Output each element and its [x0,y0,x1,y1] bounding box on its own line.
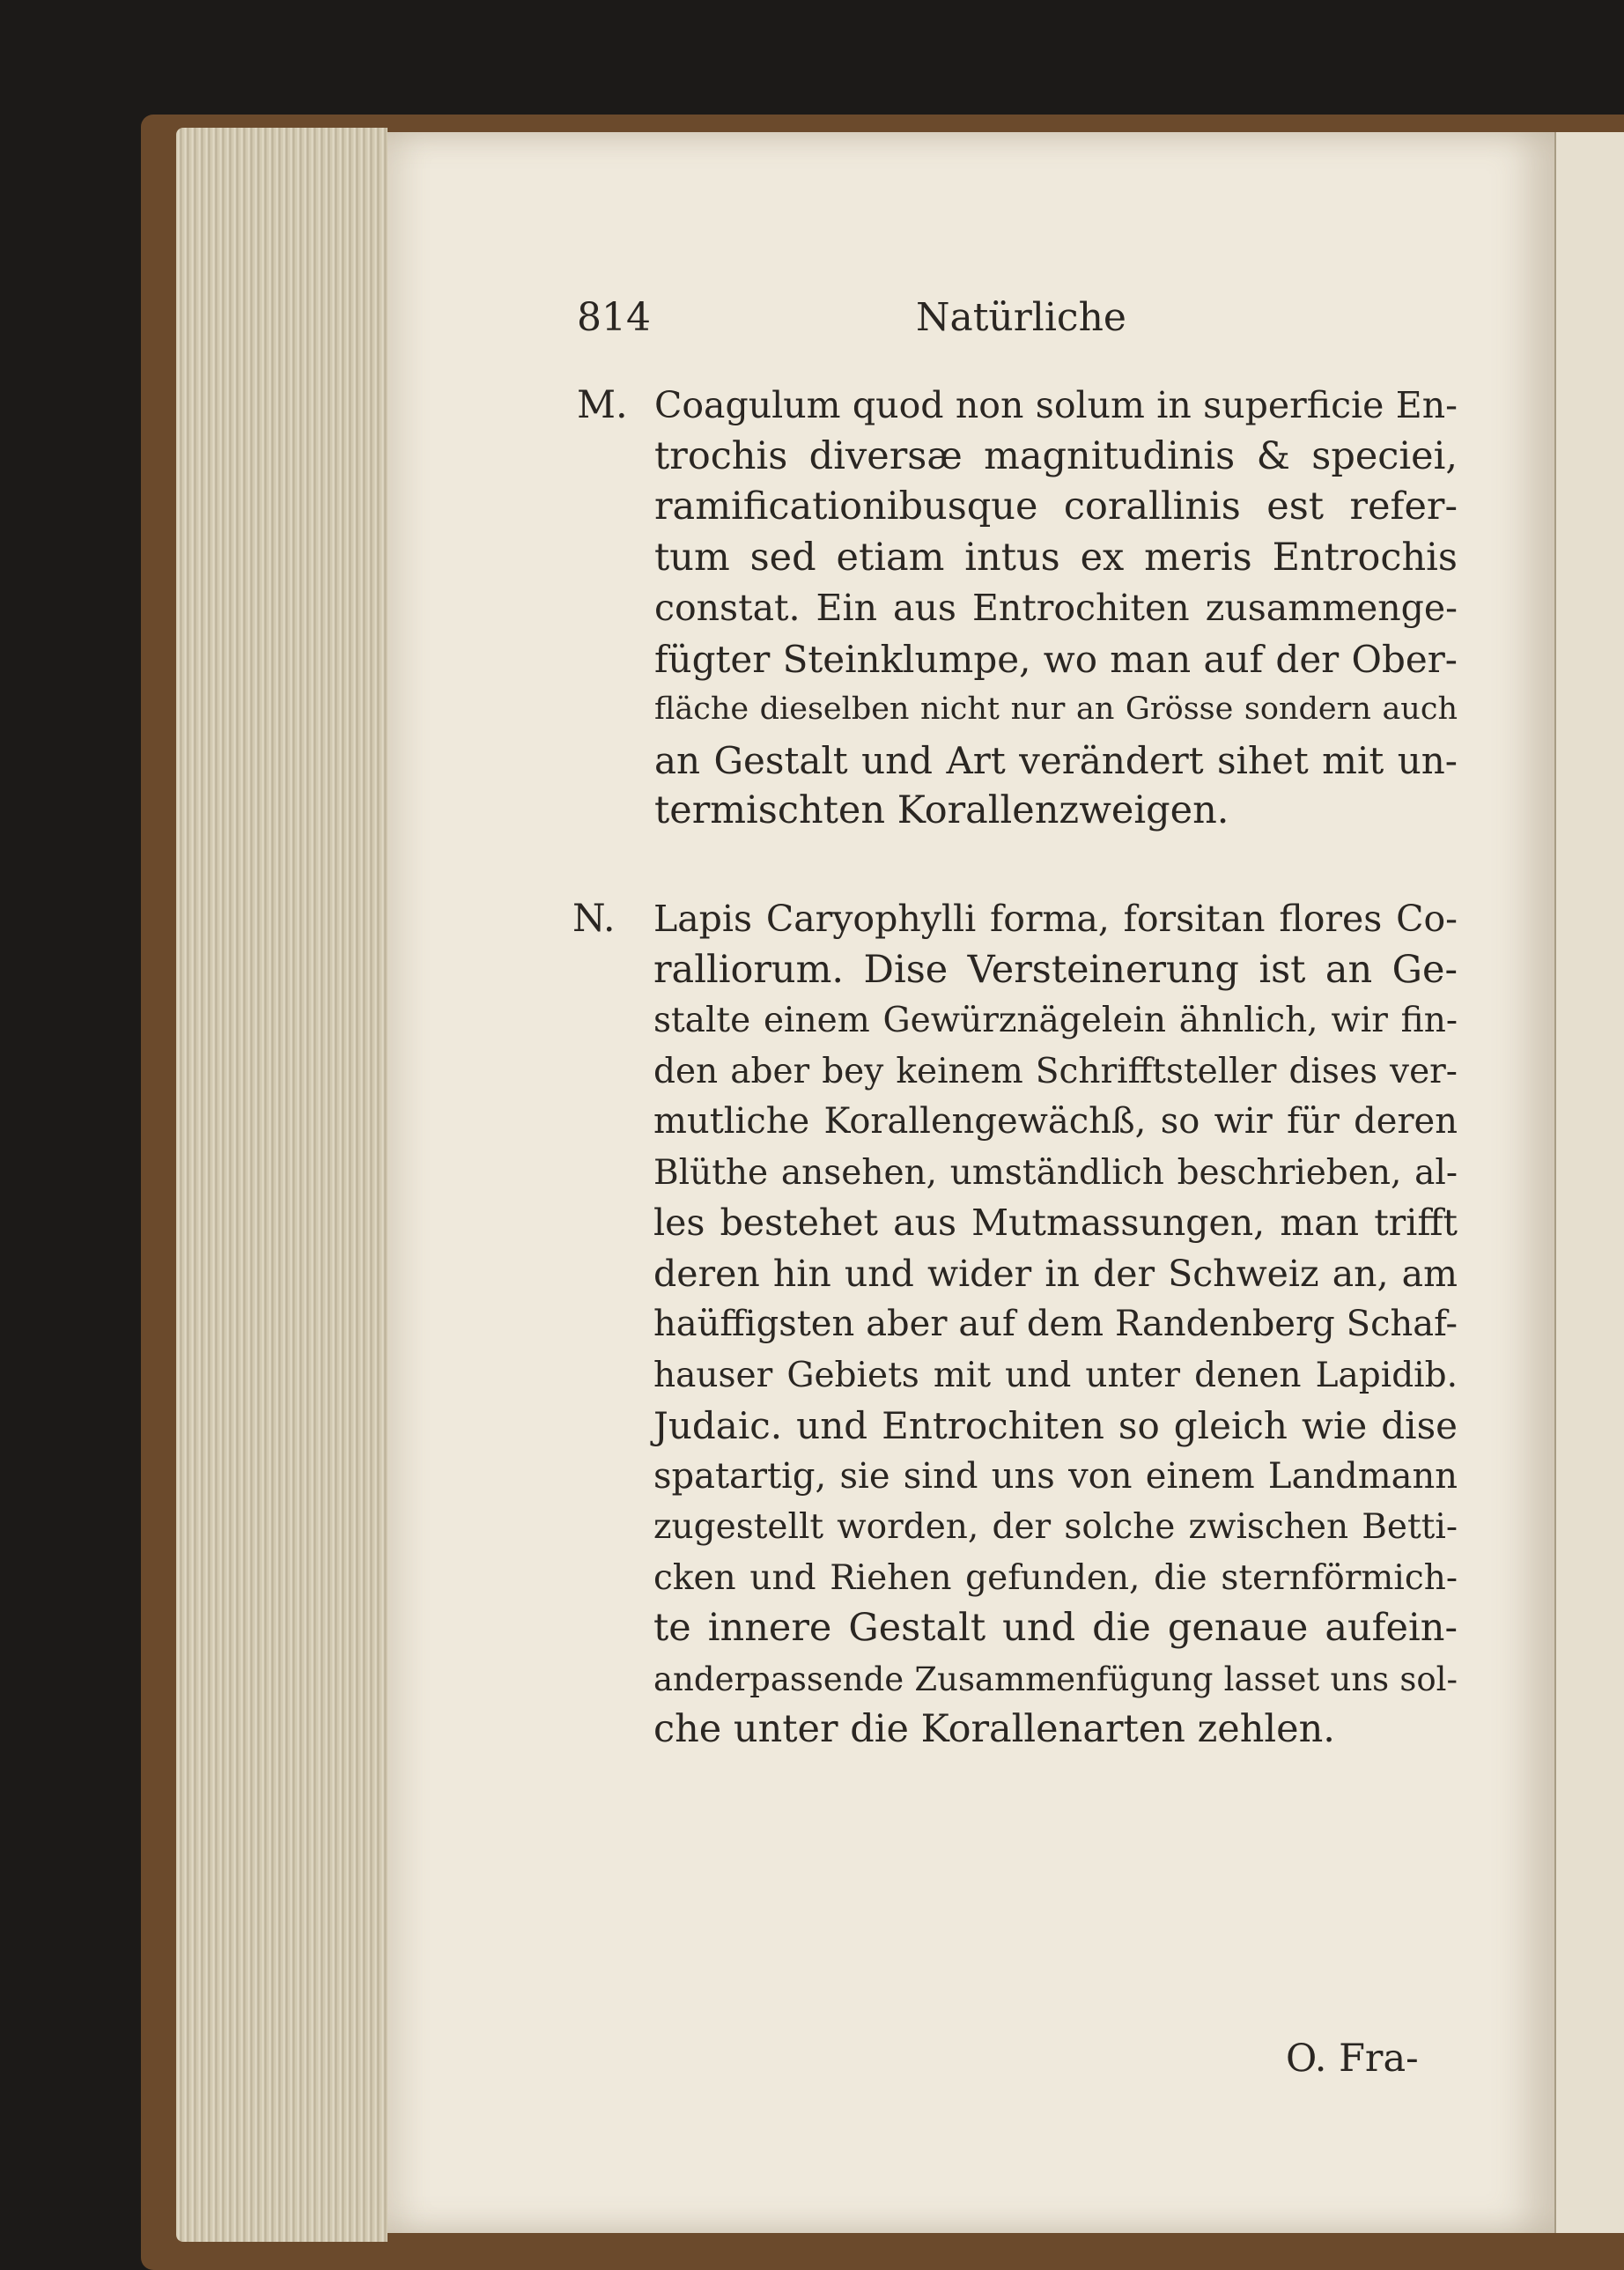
entry-text [654,381,1458,837]
entry-letter: M. [577,383,628,427]
text-line: hauser Gebiets mit und unter denen Lapidib. [653,1355,1458,1395]
page-header [577,295,1126,357]
text-line: te innere Gestalt und die genaue aufein- [653,1606,1458,1650]
text-line: mutliche Korallengewächß, so wir für deren [653,1101,1458,1142]
page-edges [176,128,388,2242]
text-line: fügter Steinklumpe, wo man auf der Ober- [654,637,1458,681]
running-title: Natürliche [916,295,1126,340]
text-line: Blüthe ansehen, umständlich beschrieben, al- [653,1152,1458,1193]
text-line: stalte einem Gewürznägelein ähnlich, wir fin- [653,1001,1458,1040]
text-line: Coagulum quod non solum in superficie En- [654,384,1458,426]
entry-m [577,381,1458,837]
text-line: Judaic. und Entrochiten so gleich wie dise [653,1404,1458,1447]
text-line: ralliorum. Dise Versteinerung ist an Ge- [653,947,1458,992]
entry-text [653,894,1458,1756]
text-line: tum sed etiam intus ex meris Entrochis [654,535,1458,580]
text-line: ramificationibusque corallinis est refer- [654,484,1458,529]
text-line: anderpassende Zusammenfügung lasset uns sol- [653,1660,1458,1698]
entry-letter: N. [572,897,616,941]
text-line: cken und Riehen gefunden, die sternförmich- [653,1557,1458,1598]
text-line: Lapis Caryophylli forma, forsitan flores Co- [653,898,1458,940]
text-line: fläche dieselben nicht nur an Grösse sondern auch [654,691,1458,727]
text-line: haüffigsten aber auf dem Randenberg Schaf- [653,1304,1458,1344]
text-line: trochis diversæ magnitudinis & speciei, [654,433,1458,478]
text-line: deren hin und wider in der Schweiz an, am [653,1252,1458,1295]
text-line: zugestellt worden, der solche zwischen Betti- [653,1507,1458,1547]
text-line: spatartig, sie sind uns von einem Landmann [653,1455,1458,1497]
text-line: les bestehet aus Mutmassungen, man trifft [653,1202,1458,1244]
text-line: che unter die Korallenarten zehlen. [653,1707,1335,1751]
catchword: O. Fra- [1286,2037,1419,2081]
text-line: termischten Korallenzweigen. [654,788,1229,832]
page-number: 814 [577,295,651,340]
text-line: constat. Ein aus Entrochiten zusammenge- [654,587,1458,629]
text-line: den aber bey keinem Schrifftsteller dises ver- [653,1051,1458,1091]
text-line: an Gestalt und Art verändert sihet mit un- [654,738,1458,782]
entry-n [572,894,1458,1756]
right-page-edge [1554,132,1624,2233]
